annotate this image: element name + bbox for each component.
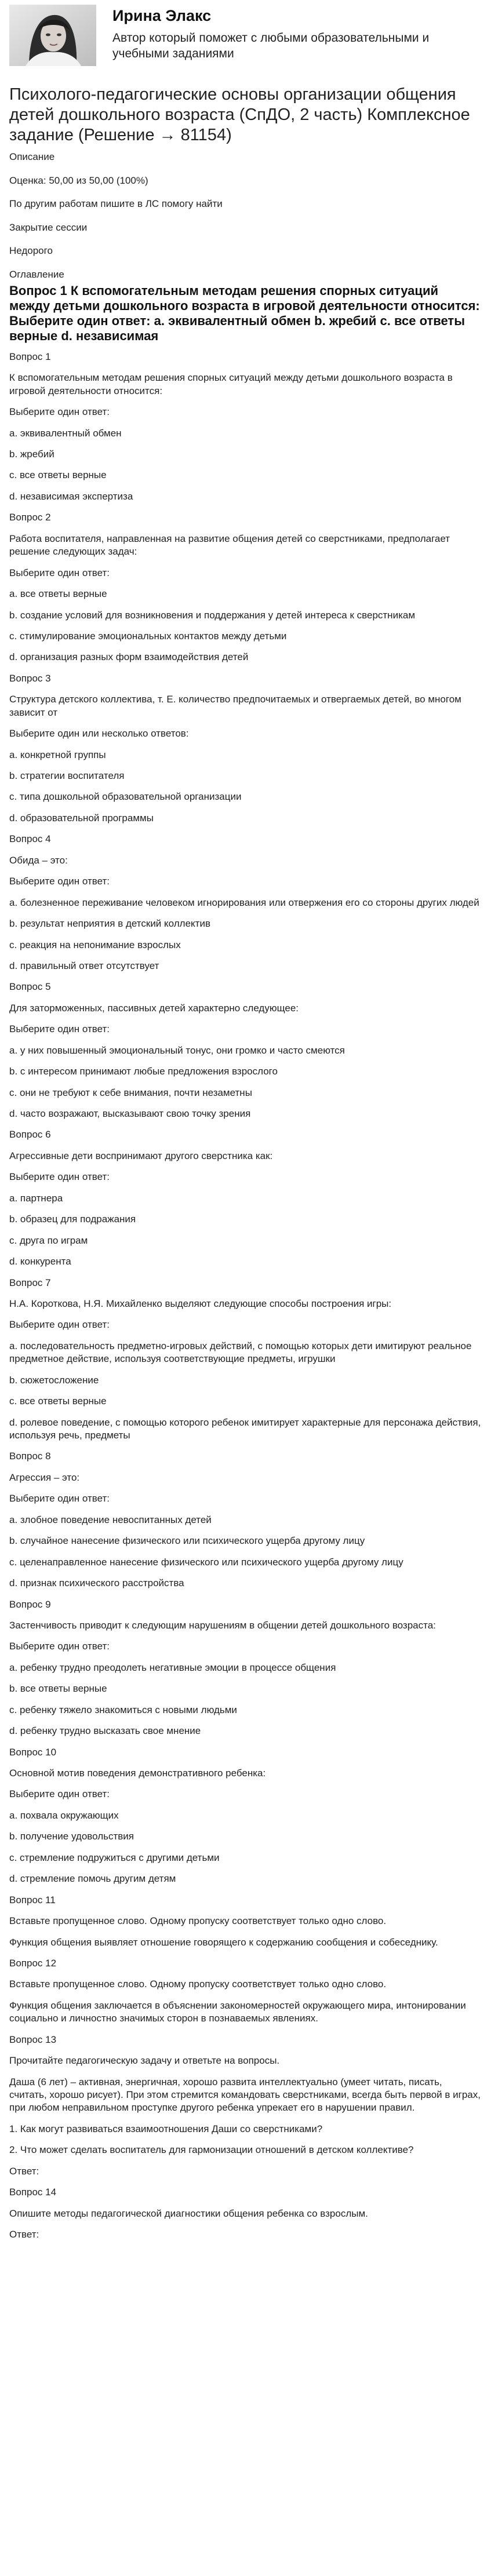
question-line: c. стимулирование эмоциональных контактов между детьми <box>9 630 287 642</box>
question-line: d. ребенку трудно высказать свое мнение <box>9 1725 201 1737</box>
question-block <box>9 1598 482 1738</box>
question-label: Вопрос 13 <box>9 2034 57 2045</box>
question-line: b. сюжетосложение <box>9 1374 99 1386</box>
question-line: b. жребий <box>9 449 54 460</box>
question-line: b. все ответы верные <box>9 1683 107 1695</box>
question-line: c. все ответы верные <box>9 1396 107 1407</box>
question-label: Вопрос 4 <box>9 833 51 845</box>
question-line: Выберите один ответ: <box>9 1641 110 1652</box>
question-line: b. образец для подражания <box>9 1214 136 1225</box>
question-line: Для заторможенных, пассивных детей характерно следующее: <box>9 1002 299 1014</box>
question-label: Вопрос 6 <box>9 1129 51 1141</box>
description-label: Описание <box>9 151 55 163</box>
question-line: Выберите один ответ: <box>9 1023 110 1035</box>
question-block <box>9 1746 482 1886</box>
question-line: c. реакция на непонимание взрослых <box>9 939 181 950</box>
question-line: 1. Как могут развиваться взаимоотношения Даши со сверстниками? <box>9 2123 323 2134</box>
question-label: Вопрос 8 <box>9 1451 51 1462</box>
question-line: d. признак психического расстройства <box>9 1577 184 1589</box>
question-line: d. ролевое поведение, с помощью которого ребенок имитирует характерные для персонажа действия, используя речь, предметы <box>9 1416 481 1441</box>
question-line: Выберите один ответ: <box>9 1493 110 1504</box>
price-text: Недорого <box>9 245 53 257</box>
question-line: c. стремление подружиться с другими детьми <box>9 1852 220 1863</box>
question-line: a. эквивалентный обмен <box>9 427 122 439</box>
question-line: Вставьте пропущенное слово. Одному пропуску соответствует только одно слово. <box>9 1915 387 1927</box>
question-line: b. стратегии воспитателя <box>9 770 125 782</box>
question-line: b. создание условий для возникновения и поддержания у детей интереса к сверстникам <box>9 609 416 621</box>
author-description: Автор который поможет с любыми образовательными и учебными заданиями <box>112 31 430 60</box>
question-label: Вопрос 1 <box>9 351 51 362</box>
question-line: a. похвала окружающих <box>9 1809 119 1821</box>
question-label: Вопрос 10 <box>9 1746 57 1758</box>
question-line: Агрессия – это: <box>9 1471 80 1483</box>
session-text: Закрытие сессии <box>9 221 88 233</box>
question-line: К вспомогательным методам решения спорных ситуаций между детьми дошкольного возраста в игровой деятельности относится: <box>9 372 453 396</box>
question-line: Основной мотив поведения демонстративного ребенка: <box>9 1768 266 1779</box>
author-avatar[interactable] <box>9 5 96 66</box>
question-line: Выберите один ответ: <box>9 1171 110 1183</box>
question-line: d. образовательной программы <box>9 812 154 824</box>
question-line: a. у них повышенный эмоциональный тонус, они громко и часто смеются <box>9 1044 345 1056</box>
question-list <box>9 351 482 2242</box>
question-line: Даша (6 лет) – активная, энергичная, хорошо развита интеллектуально (умеет читать, писать, считать, хорошо рисует). При этом стремится командовать сверстниками, всегда быть первой в играх, при любом неправильном проступке другого ребенка упрекает его в нарушении правил. <box>9 2076 481 2114</box>
question-line: b. с интересом принимают любые предложения взрослого <box>9 1066 278 1077</box>
question-line: Выберите один ответ: <box>9 876 110 887</box>
question-block <box>9 833 482 972</box>
question-line: a. ребенку трудно преодолеть негативные эмоции в процессе общения <box>9 1662 336 1673</box>
page-title: Психолого-педагогические основы организации общения детей дошкольного возраста (СпДО, 2 часть) Комплексное задание (Решение → 81154) <box>9 85 470 144</box>
question-line: Агрессивные дети воспринимают другого сверстника как: <box>9 1150 273 1161</box>
contact-text: По другим работам пишите в ЛС помогу найти <box>9 198 223 210</box>
question-label: Вопрос 2 <box>9 512 51 523</box>
score-text: Оценка: 50,00 из 50,00 (100%) <box>9 174 148 186</box>
question-line: b. получение удовольствия <box>9 1831 134 1842</box>
question-line: a. партнера <box>9 1192 63 1204</box>
question-line: Ответ: <box>9 2165 39 2177</box>
question-line: 2. Что может сделать воспитатель для гармонизации отношений в детском коллективе? <box>9 2144 414 2156</box>
question-line: Выберите один или несколько ответов: <box>9 728 189 739</box>
question-block <box>9 672 482 825</box>
question-line: Н.А. Короткова, Н.Я. Михайленко выделяют следующие способы построения игры: <box>9 1298 392 1309</box>
avatar-image <box>9 5 96 66</box>
question-block <box>9 1894 482 1949</box>
question-line: a. болезненное переживание человеком игнорирования или отвержения его со стороны других людей <box>9 897 479 908</box>
question-block <box>9 511 482 664</box>
question-line: a. злобное поведение невоспитанных детей <box>9 1514 212 1525</box>
question-label: Вопрос 5 <box>9 981 51 993</box>
question-line: d. организация разных форм взаимодействия детей <box>9 651 249 663</box>
question-line: Функция общения заключается в объяснении закономерностей окружающего мира, интонировании социально и личностно значимых сторон в познаваемых явлениях. <box>9 1999 466 2024</box>
question-line: Прочитайте педагогическую задачу и ответьте на вопросы. <box>9 2055 280 2067</box>
author-header <box>9 5 482 66</box>
question-line: Работа воспитателя, направленная на развитие общения детей со сверстниками, предполагает решение следующих задач: <box>9 533 450 558</box>
question-label: Вопрос 3 <box>9 672 51 684</box>
question-line: a. все ответы верные <box>9 588 107 600</box>
question-line: d. стремление помочь другим детям <box>9 1873 176 1885</box>
question-line: c. они не требуют к себе внимания, почти незаметны <box>9 1087 252 1098</box>
question-block <box>9 981 482 1120</box>
question-line: d. часто возражают, высказывают свою точку зрения <box>9 1108 251 1120</box>
question-line: c. друга по играм <box>9 1234 88 1246</box>
question-line: d. независимая экспертиза <box>9 490 133 502</box>
question-line: d. конкурента <box>9 1256 71 1267</box>
question-line: Обида – это: <box>9 854 68 866</box>
question-line: Ответ: <box>9 2229 39 2240</box>
question-label: Вопрос 11 <box>9 1894 56 1905</box>
question-line: b. случайное нанесение физического или психического ущерба другому лицу <box>9 1535 365 1547</box>
question-block <box>9 351 482 504</box>
question-line: Вставьте пропущенное слово. Одному пропуску соответствует только одно слово. <box>9 1979 387 1990</box>
question-line: Структура детского коллектива, т. Е. количество предпочитаемых и отвергаемых детей, во многом зависит от <box>9 694 461 718</box>
question-label: Вопрос 7 <box>9 1277 51 1288</box>
question-block <box>9 1450 482 1590</box>
question-block <box>9 1277 482 1442</box>
question-line: a. конкретной группы <box>9 749 106 760</box>
question-label: Вопрос 12 <box>9 1957 57 1969</box>
question-line: d. правильный ответ отсутствует <box>9 960 159 971</box>
question-block <box>9 2186 482 2241</box>
question-line: Выберите один ответ: <box>9 567 110 578</box>
toc-label: Оглавление <box>9 268 64 280</box>
question-line: Функция общения выявляет отношение говорящего к содержанию сообщения и собеседнику. <box>9 1936 438 1948</box>
question-block <box>9 1957 482 2025</box>
question-line: Выберите один ответ: <box>9 406 110 418</box>
question-block <box>9 2034 482 2178</box>
question-line: b. результат неприятия в детский коллектив <box>9 918 210 930</box>
work-meta <box>9 151 482 281</box>
question-line: Опишите методы педагогической диагностики общения ребенка со взрослым. <box>9 2207 368 2219</box>
question-line: c. ребенку тяжело знакомиться с новыми людьми <box>9 1704 237 1715</box>
question-label: Вопрос 9 <box>9 1598 51 1610</box>
question-line: Выберите один ответ: <box>9 1788 110 1800</box>
question-line: c. целенаправленное нанесение физического или психического ущерба другому лицу <box>9 1556 403 1568</box>
question-block <box>9 1128 482 1268</box>
question-line: c. типа дошкольной образовательной организации <box>9 791 242 803</box>
question-line: Выберите один ответ: <box>9 1319 110 1331</box>
question-line: Застенчивость приводит к следующим нарушениям в общении детей дошкольного возраста: <box>9 1619 436 1631</box>
question-label: Вопрос 14 <box>9 2187 57 2198</box>
toc-headline: Вопрос 1 К вспомогательным методам решения спорных ситуаций между детьми дошкольного возраста в игровой деятельности относится: Выберите один ответ: a. эквивалентный обмен b. жребий c. все ответы верные d. независимая <box>9 283 480 343</box>
question-line: c. все ответы верные <box>9 469 107 481</box>
author-name[interactable]: Ирина Элакс <box>112 7 212 24</box>
question-line: a. последовательность предметно-игровых действий, с помощью которых дети имитируют реальное предметное действие, используя соответствующие предметы, игрушки <box>9 1340 472 1365</box>
